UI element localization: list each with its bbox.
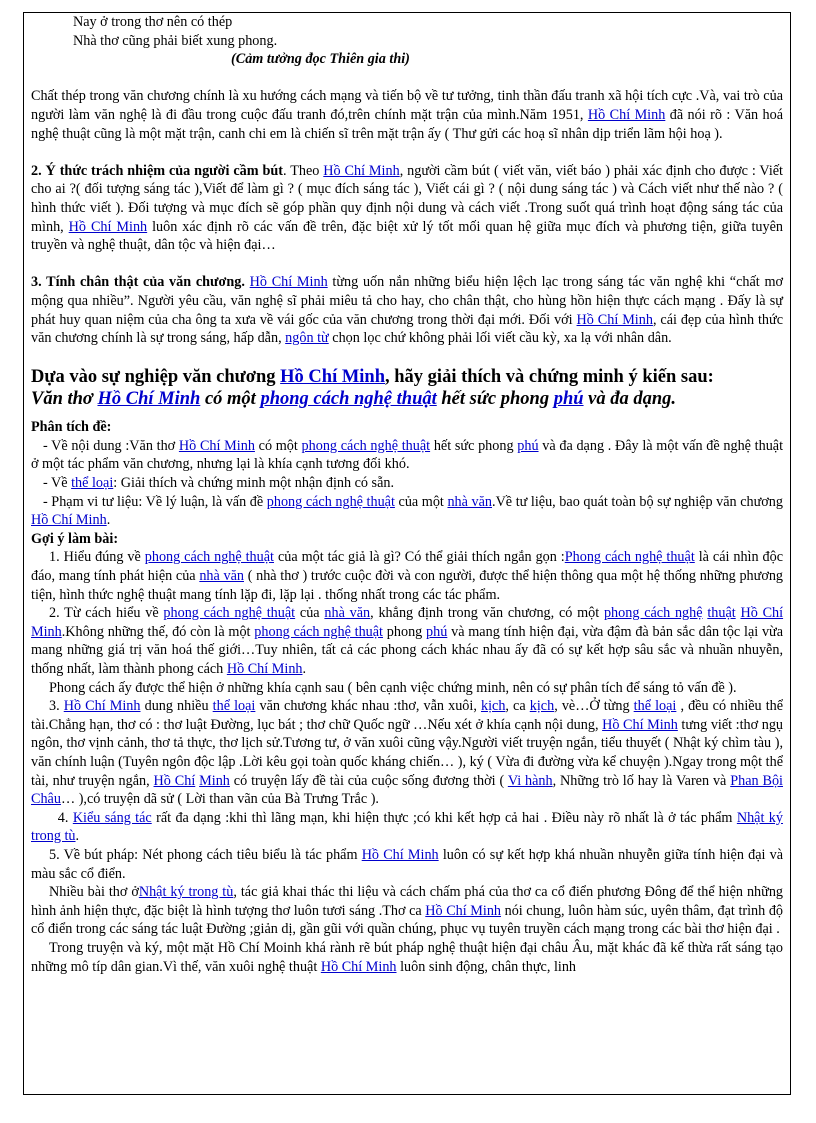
text: và mang tính hiện đại, vừa đậm đà bản sắc dân tộc lại vừa mang những giá trị văn hoá thế giới…Tuy nhiên, tất cả các phong cách khác nhau ấy đã có sự kết hợp sâu sắc và nhuần nhuyễn, thống nhất, làm thành phong cách [31,623,784,677]
text: . Theo [283,162,320,179]
text: Văn thơ [31,389,93,410]
text: , ca [505,698,526,715]
text: , hãy giải thích và chứng minh ý kiến sau: [385,367,714,388]
document-body [31,13,783,976]
text: , cái đẹp của hình thức văn chương chính là sự trong sáng, hấp dẫn, [31,311,783,347]
link-phong-cach-nghe-thuat[interactable]: phong cách nghệ [603,605,703,622]
text: , đều có nhiều thể tài.Chẳng hạn, thơ có : thơ luật Đường, lục bát ; thơ chữ Quốc ngữ …Nếu xét ở khía cạnh nội dung, [31,698,784,733]
text: luôn có sự kết hợp khá nhuần nhuyễn giữa tính hiện đại và màu sắc cổ điển. [31,846,784,882]
link-ho-chi-minh[interactable]: Hồ Chí [153,772,196,789]
text: có một [258,437,298,454]
text: - Về [43,475,68,492]
goi-y-5-tho [31,883,783,939]
goi-y-title: Gợi ý làm bài: [31,530,119,547]
link-phu[interactable]: phú [553,389,584,410]
link-phong-cach-nghe-thuat[interactable]: phong cách nghệ thuật [266,493,395,510]
paragraph-chan-that [31,273,783,347]
link-phong-cach-nghe-thuat[interactable]: thuật [707,605,736,622]
text: , khẳng định trong văn chương, có một [370,605,600,622]
text: của một [398,493,444,510]
text: từng uốn nắn những biểu hiện lệch lạc trong sáng tác văn nghệ khi “chất mơ mộng qua nhiều”. Người yêu cầu, văn nghệ sĩ phải miêu tả cho hay, cho chân thật, cho hùng hồn hiện thực cách mạng . Đấy là sự phát huy quan niệm của cha ông ta xưa về vái gốc của văn chương trong thời đại mới. Đối với [31,274,783,328]
paragraph-chat-thep [31,87,783,143]
text: nói chung, luôn hàm súc, uyên thâm, đạt trình độ cổ điển trong các sáng tác luật Đường ;giản dị, gần gũi với quần chúng, phục vụ tuyên truyền cách mạng trong các bài thơ hiện đại . [31,902,784,938]
goi-y-1 [31,548,783,604]
poem-line-1: Nay ở trong thơ nên có thép [73,14,233,30]
text: .Không những thế, đó còn là một [61,623,251,640]
link-ho-chi-minh[interactable]: Hồ Chí Minh [361,846,439,863]
essay-heading [31,366,783,388]
goi-y-2: 2. Từ cách hiểu về phong cách nghệ thuật của nhà văn, khẳng định trong văn chương, có một phong cách nghệ thuật Hồ Chí Minh.Không những thế, đó còn là một phong cách nghệ thuật phong phú và mang tính hiện đại, vừa đậm đà bản sắc dân tộc lại vừa mang những giá trị văn hoá thế giới…Tuy nhiên, tất cả các phong cách khác nhau ấy đã có sự kết hợp sâu sắc và nhuần nhuyễn, thống nhất, làm thành phong cách Hồ Chí Minh. [31,605,784,677]
text: của [299,605,320,622]
text: dung nhiều [144,698,209,715]
section-title-2: 2. Ý thức trách nhiệm của người cầm bút [31,162,283,179]
link-nha-van[interactable]: nhà văn [324,605,371,622]
link-ho-chi-minh[interactable]: Hồ Chí Minh [320,958,397,975]
link-the-loai[interactable]: thể loại [212,698,256,715]
link-nhat-ky-trong-tu[interactable]: Nhật ký trong tù [138,884,234,901]
text: … [60,791,76,808]
paragraph-trach-nhiem [31,162,783,255]
text: luôn xác định rõ các vấn đề trên, đặc biệt xử lý tốt mối quan hệ giữa mục đích và phương tiện, giữa tuyên truyền và nghệ thuật, dân tộc và hiện đại… [31,218,784,254]
text: Dựa vào sự nghiệp văn chương [31,367,276,388]
link-phan-boi-chau[interactable]: Phan Bội Châu [31,772,783,808]
link-ho-chi-minh[interactable]: Hồ Chí Minh [323,162,400,179]
link-kich[interactable]: kịch [529,698,555,715]
text: của một tác giả là gì? Có thể giải thích ngắn gọn : [277,549,565,566]
link-vi-hanh[interactable]: Vi hành [507,772,553,789]
link-ho-chi-minh[interactable]: Hồ Chí Minh [68,218,148,235]
link-phong-cach-nghe-thuat[interactable]: phong cách nghệ thuật [144,549,274,566]
link-kich[interactable]: kịch [480,698,506,715]
link-nhat-ky-trong-tu[interactable]: Nhật ký trong tù [31,809,783,845]
link-ho-chi-minh[interactable]: Hồ Chí Minh [226,661,303,677]
text: hết sức phong [433,437,514,454]
text: 3. [49,698,60,715]
link-ho-chi-minh[interactable]: Minh [199,772,230,789]
text: ),có truyện dã sử ( Lời than vãn của Bà Trưng Trắc ). [78,791,379,808]
link-ho-chi-minh[interactable]: Hồ Chí Minh [602,716,678,733]
text: - Phạm vi tư liệu: Về lý luận, là vấn đề [43,493,264,510]
link-phong-cach-nghe-thuat[interactable]: phong cách nghệ thuật [301,437,431,454]
link-ho-chi-minh[interactable]: Hồ Chí Minh [587,106,666,123]
text: là cái nhìn độc đáo, mang tính phát hiện của [31,549,784,585]
text: luôn sinh động, chân thực, linh [400,958,577,975]
text: 2. Từ cách hiểu về [49,605,159,622]
text: Nhiều bài thơ ở [49,884,139,901]
text: .Về tư liệu, bao quát toàn bộ sự nghiệp văn chương [492,493,783,510]
text: , tác giả khai thác thi liệu và cách chấm phá của thơ ca cổ điển phương Đông để thể hiện những hình ảnh hiện thực, đặc biệt là hình tượng thơ luôn tươi sáng .Thơ ca [31,884,784,919]
link-ho-chi-minh[interactable]: Hồ Chí Minh [280,367,386,388]
goi-y-2-phong-cach: Phong cách ấy được thể hiện ở những khía cạnh sau ( bên cạnh việc chứng minh, nên có sự phân tích để sáng tỏ vấn đề ). [49,679,737,696]
goi-y-5 [31,846,783,883]
text: Chất thép trong văn chương chính là xu hướng cách mạng và tiến bộ về tư tưởng, tinh thần đấu tranh xã hội tích cực .Và, vai trò của người làm văn nghệ là đi đầu trong cuộc đấu tranh đó,trên chính mặt trận của mình.Năm 1951, [31,88,783,123]
text: ( nhà thơ ) trước cuộc đời và con người, được thể hiện thông qua một hệ thống những phương tiện, hình thức nghệ thuật mang tính lặp đi, lặp lại . thống nhất trong các tác phẩm. [31,568,784,603]
link-ho-chi-minh[interactable]: Hồ Chí Minh [249,274,328,291]
text: và đa dạng. [588,389,677,410]
link-the-loai[interactable]: thể loại [633,698,677,715]
phan-tich-noi-dung [31,437,783,474]
link-nha-van[interactable]: nhà văn [447,493,493,510]
page-frame [23,12,791,1095]
goi-y-4 [31,809,783,846]
link-ho-chi-minh[interactable]: Hồ Chí Minh [425,902,502,919]
link-phong-cach-nghe-thuat[interactable]: Phong cách nghệ thuật [564,549,695,566]
link-phu[interactable]: phú [517,437,539,454]
phan-tich-the-loai [31,474,783,493]
text: phong [386,623,423,640]
text: , Những trò lố hay là Varen và [552,772,727,789]
link-phong-cach-nghe-thuat[interactable]: phong cách nghệ thuật [163,605,296,622]
link-ho-chi-minh[interactable]: Hồ Chí Minh [63,698,141,715]
essay-heading-quote [31,388,783,410]
goi-y-5-truyen-ky [31,939,783,976]
text: có một [204,389,256,410]
link-the-loai[interactable]: thể loại [71,475,114,492]
link-ho-chi-minh[interactable]: Hồ Chí Minh [31,512,107,529]
link-ngon-tu[interactable]: ngôn từ [285,330,329,347]
text: chọn lọc chứ không phải lối viết cầu kỳ, xa lạ với nhân dân. [332,330,672,347]
text: hết sức phong [441,389,550,410]
text: và đa dạng . Đây là một vấn đề nghệ thuật ở một tác phẩm văn chương, nhưng lại là khía cạnh tương đối khó. [31,437,784,473]
text: văn chương khác nhau :thơ, vẫn xuôi, [259,698,477,715]
link-ho-chi-minh[interactable]: Hồ Chí Minh [31,605,784,640]
link-phong-cach-nghe-thuat[interactable]: phong cách nghệ thuật [260,389,437,410]
section-title-3: 3. Tính chân thật của văn chương. [31,274,245,291]
link-phong-cach-nghe-thuat[interactable]: phong cách nghệ thuật [254,623,384,640]
text: 5. Về bút pháp: Nét phong cách tiêu biểu là tác phẩm [49,846,358,863]
text: có truyện lấy đề tài của cuộc sống đương thời ( [233,772,505,789]
text: , người cầm bút ( viết văn, viết báo ) phải xác định cho được : Viết cho ai ?( đối tượng sáng tác ),Viết để làm gì ? ( mục đích sáng tác ), Viết cái gì ? ( nội dung sáng tác ) và Cách viết như thế nào ? ( hình thức viết ). Đối tượng và mục đích sẽ góp phần quy định nội dung và cách viết .Trong suốt quá trình hoạt động sáng tác của mình, [31,162,784,235]
link-kieu-sang-tac[interactable]: Kiểu sáng tác [72,809,152,826]
text: - Về nội dung :Văn thơ [43,437,176,454]
link-ho-chi-minh[interactable]: Hồ Chí Minh [576,311,653,328]
text: , vè…Ở từng [554,698,630,715]
text: 4. [57,809,69,826]
poem-caption: (Cảm tưởng đọc Thiên gia thi) [231,51,410,68]
goi-y-3 [31,697,783,809]
text: đã nói rõ : Văn hoá nghệ thuật cũng là một mặt trận, canh chi em là chiến sĩ trên mặt trận ấy ( Thư gửi các hoạ sĩ nhân dịp triển lãm hội hoạ ). [31,106,783,142]
text: Trong truyện và ký, một mặt Hồ Chí Moinh khá rành rẽ bút pháp nghệ thuật hiện đại châu Âu, mặt khác đã kế thừa rất sáng tạo những mô típ dân gian.Vì thế, văn xuôi nghệ thuật [31,939,783,975]
poem-line-2: Nhà thơ cũng phải biết xung phong. [73,32,278,49]
text: : Giải thích và chứng minh một nhận định có sẵn. [113,475,395,492]
text: rất đa dạng :khi thì lãng mạn, khi hiện thực ;có khi kết hợp cả hai . Điều này rõ nhất là ở tác phẩm [156,809,733,826]
link-nha-van[interactable]: nhà văn [199,568,244,585]
text: 1. Hiểu đúng về [49,549,141,566]
phan-tich-title: Phân tích đề: [31,419,112,436]
link-ho-chi-minh[interactable]: Hồ Chí Minh [97,389,201,410]
link-ho-chi-minh[interactable]: Hồ Chí Minh [178,437,255,454]
text: tưng viết :thơ ngụ ngôn, thơ vịnh cảnh, thơ tả thực, thơ lịch sử.Tương tư, ở văn xuôi cũng vậy.Người viết truyện ngắn, tiểu thuyết ( Nhật ký chìm tàu ), văn chính luận (Tuyên ngôn độc lập .Lời kêu gọi toàn quốc kháng chiến… ), ký ( Vừa đi đường vừa kể chuyện ).Ngay trong một thể tài, như truyện ngắn, [31,716,784,789]
link-phu[interactable]: phú [426,623,448,640]
phan-tich-tu-lieu: - Phạm vi tư liệu: Về lý luận, là vấn đề phong cách nghệ thuật của một nhà văn.Về tư liệu, bao quát toàn bộ sự nghiệp văn chương Hồ Chí Minh. [31,493,783,529]
text: . [75,828,80,845]
